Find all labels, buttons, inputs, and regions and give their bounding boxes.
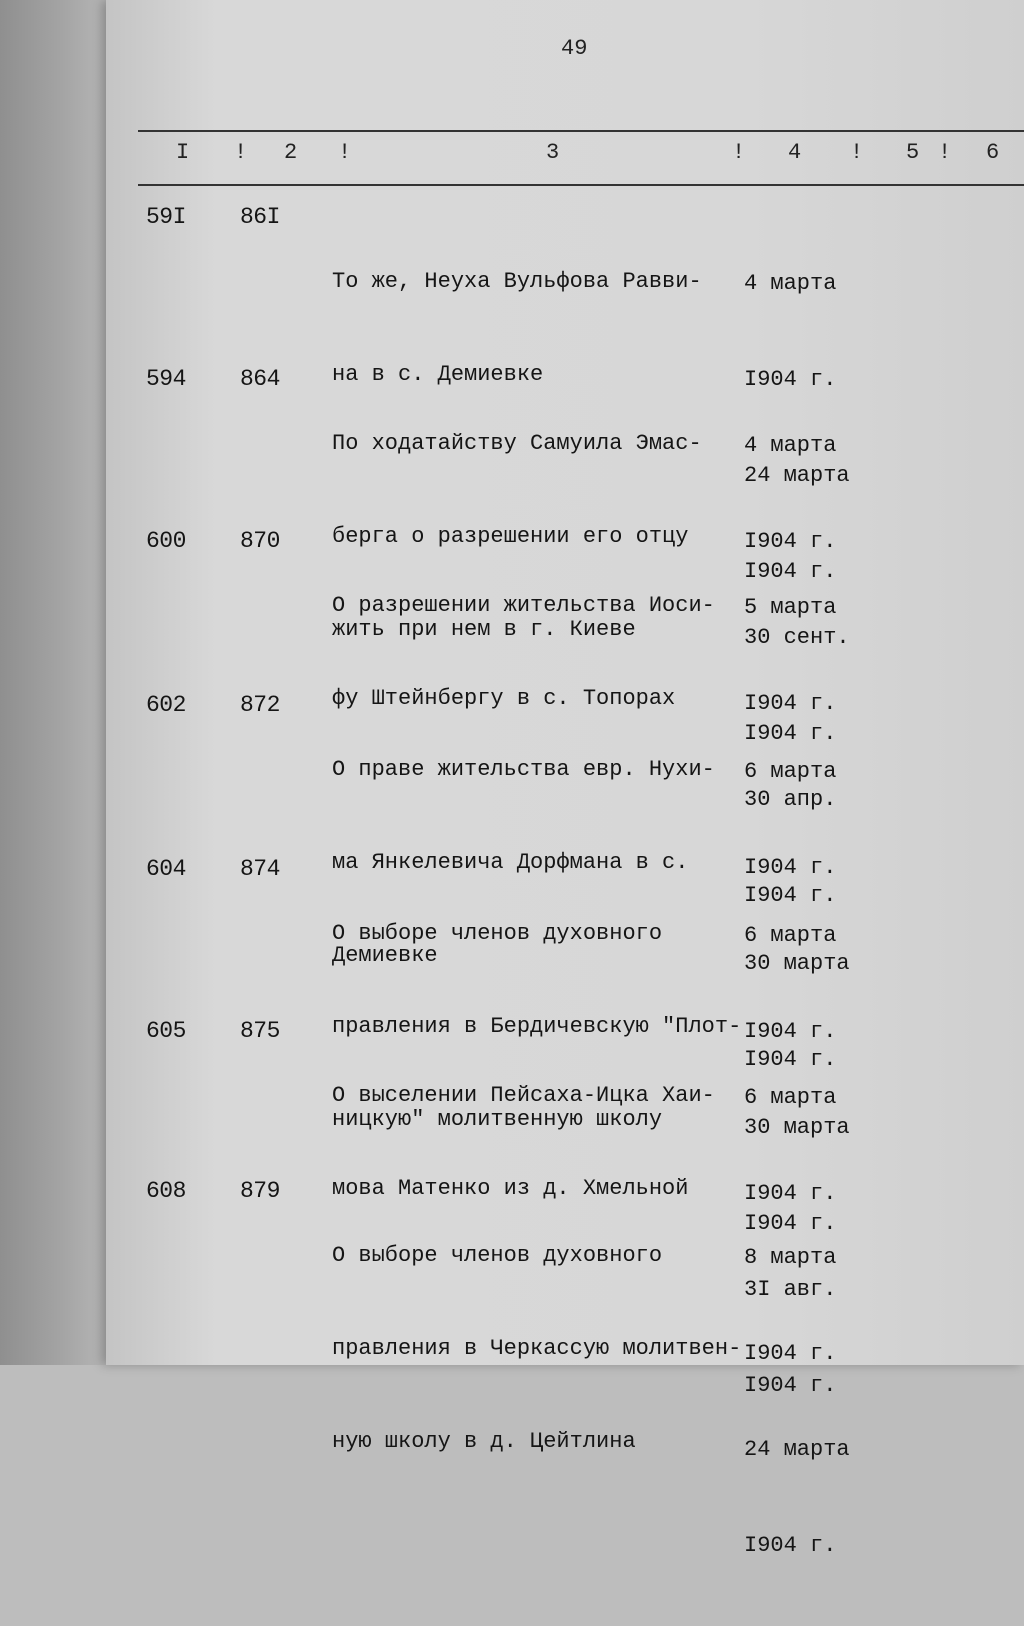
- description-line: По ходатайству Самуила Эмас-: [332, 431, 702, 456]
- file-number: 875: [240, 1018, 280, 1044]
- description-line: О выселении Пейсаха-Ицка Хаи-: [332, 1083, 715, 1108]
- date-line: 30 апр.: [744, 787, 837, 812]
- date-line: I904 г.: [744, 1373, 837, 1398]
- date-line: 24 марта: [744, 463, 850, 488]
- date-line: I904 г.: [744, 1181, 837, 1206]
- description-line: правления в Черкассую молитвен-: [332, 1336, 742, 1361]
- header-col5: 5: [906, 140, 920, 165]
- description-line: О выборе членов духовного: [332, 1243, 663, 1268]
- date-line: I904 г.: [744, 855, 837, 880]
- file-number: 86I: [240, 204, 280, 230]
- table-row: [106, 1178, 1024, 1558]
- description-line: жить при нем в г. Киеве: [332, 617, 636, 642]
- row-number: 602: [146, 692, 186, 718]
- description-line: на в с. Демиевке: [332, 362, 544, 387]
- date-line: I904 г.: [744, 1341, 837, 1366]
- header-sep3: !: [732, 140, 746, 165]
- document-page: [106, 0, 1024, 1558]
- row-number: 605: [146, 1018, 186, 1044]
- header-sep1: !: [234, 140, 248, 165]
- description-line: ную школу в д. Цейтлина: [332, 1429, 636, 1454]
- date-line: 30 сент.: [744, 625, 850, 650]
- row-number: 608: [146, 1178, 186, 1204]
- description-line: ницкую" молитвенную школу: [332, 1107, 663, 1132]
- row-number: 59I: [146, 204, 186, 230]
- date-line: I904 г.: [744, 559, 837, 584]
- table-header-rule: [138, 184, 1024, 186]
- description-line: То же, Неуха Вульфова Равви-: [332, 269, 702, 294]
- header-col6: 6: [986, 140, 1000, 165]
- header-sep4: !: [850, 140, 864, 165]
- file-number: 864: [240, 366, 280, 392]
- description-line: О праве жительства евр. Нухи-: [332, 757, 715, 782]
- date-line: I904 г.: [744, 367, 837, 392]
- date-line: 3I авг.: [744, 1277, 837, 1302]
- date-line: 30 марта: [744, 951, 850, 976]
- header-col2: 2: [284, 140, 298, 165]
- file-number: 872: [240, 692, 280, 718]
- date-line: 30 марта: [744, 1115, 850, 1140]
- description-line: О разрешении жительства Иоси-: [332, 593, 715, 618]
- date-line: I904 г.: [744, 1047, 837, 1072]
- previous-page-edge: [0, 0, 112, 1365]
- date-line: 24 марта: [744, 1437, 850, 1462]
- date-line: 8 марта: [744, 1245, 837, 1270]
- file-number: 870: [240, 528, 280, 554]
- header-sep5: !: [938, 140, 952, 165]
- row-description: [332, 1178, 752, 1519]
- date-line: 6 марта: [744, 759, 837, 784]
- table-top-rule: [138, 130, 1024, 132]
- description-line: О выборе членов духовного: [332, 921, 663, 946]
- file-number: 874: [240, 856, 280, 882]
- date-line: I904 г.: [744, 1211, 837, 1236]
- header-col4: 4: [788, 140, 802, 165]
- table-header-row: [106, 140, 1024, 174]
- date-line: 4 марта: [744, 433, 837, 458]
- date-line: 4 марта: [744, 271, 837, 296]
- date-line: I904 г.: [744, 1019, 837, 1044]
- row-number: 600: [146, 528, 186, 554]
- description-line: берга о разрешении его отцу: [332, 524, 689, 549]
- page-number: 49: [561, 36, 588, 61]
- date-line: I904 г.: [744, 883, 837, 908]
- description-line: ма Янкелевича Дорфмана в с.: [332, 850, 689, 875]
- date-line: 6 марта: [744, 923, 837, 948]
- date-line: 5 марта: [744, 595, 837, 620]
- date-line: 6 марта: [744, 1085, 837, 1110]
- file-number: 879: [240, 1178, 280, 1204]
- description-line: Демиевке: [332, 943, 438, 968]
- row-number: 594: [146, 366, 186, 392]
- row-number: 604: [146, 856, 186, 882]
- header-sep2: !: [338, 140, 352, 165]
- header-col1: I: [176, 140, 190, 165]
- date-line: I904 г.: [744, 721, 837, 746]
- row-dates: [744, 1178, 884, 1626]
- description-line: мова Матенко из д. Хмельной: [332, 1176, 689, 1201]
- description-line: фу Штейнбергу в с. Топорах: [332, 686, 676, 711]
- date-line: I904 г.: [744, 529, 837, 554]
- description-line: правления в Бердичевскую "Плот-: [332, 1014, 742, 1039]
- header-col3: 3: [546, 140, 560, 165]
- date-line: I904 г.: [744, 691, 837, 716]
- date-line: I904 г.: [744, 1533, 837, 1558]
